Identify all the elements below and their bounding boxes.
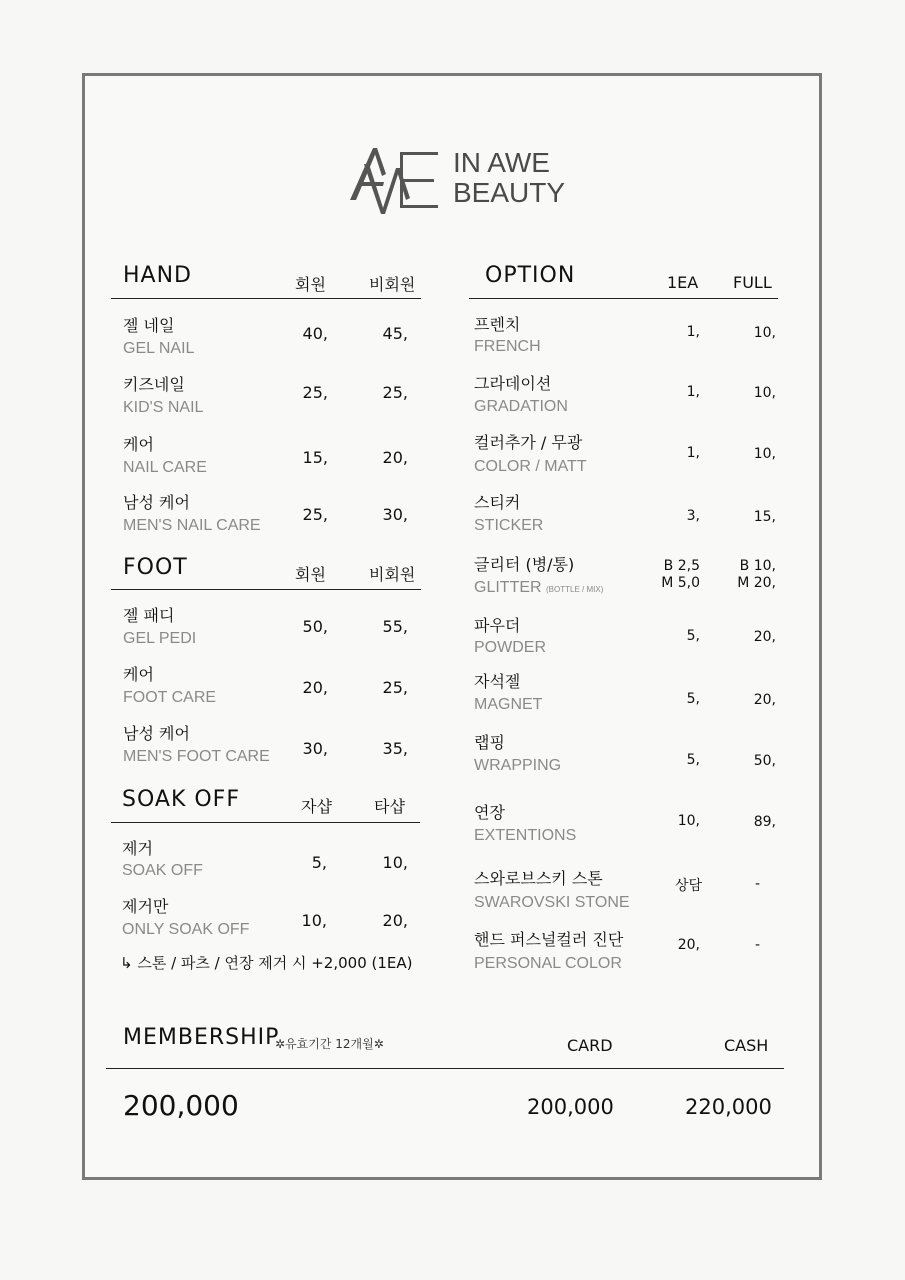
hand-item-nonmember-price: 30, [382, 505, 408, 524]
hand-item-nonmember-price: 20, [382, 448, 408, 467]
foot-rule [111, 589, 421, 590]
foot-item-member-price: 30, [302, 739, 328, 758]
foot-item-kr: 케어 [123, 665, 154, 684]
option-item-1ea-price: 20, [677, 937, 700, 953]
option-item-en [474, 579, 603, 597]
foot-col-member: 회원 [295, 565, 326, 584]
option-item-full-price: 10, [753, 325, 776, 341]
hand-item-kr: 젤 네일 [123, 316, 175, 335]
option-item-full-price: 89, [753, 814, 776, 830]
option-item-kr: 스티커 [474, 493, 521, 512]
hand-item-member-price: 40, [302, 324, 328, 343]
option-item-full-price-bottle: B 10, [739, 558, 776, 574]
soak-item-kr: 제거만 [122, 897, 169, 916]
option-item-1ea-price: 5, [686, 752, 700, 768]
option-item-kr: 컬러추가 / 무광 [474, 433, 583, 452]
foot-item-nonmember-price: 55, [382, 617, 408, 636]
option-item-en-main: GLITTER [474, 579, 542, 596]
hand-item-en: GEL NAIL [123, 340, 195, 357]
option-item-1ea-price: 상담 [675, 878, 703, 894]
soak-note: ↳ 스톤 / 파츠 / 연장 제거 시 +2,000 (1EA) [120, 954, 413, 972]
option-item-kr: 파우더 [474, 616, 521, 635]
option-item-en: COLOR / MATT [474, 458, 587, 475]
option-col-full: FULL [733, 273, 772, 292]
hand-item-member-price: 25, [302, 383, 328, 402]
option-item-en: STICKER [474, 517, 544, 534]
option-item-1ea-price: 5, [686, 628, 700, 644]
foot-item-member-price: 20, [302, 678, 328, 697]
hand-col-nonmember: 비회원 [369, 275, 416, 294]
soak-item-own-price: 5, [311, 853, 327, 872]
option-item-full-price: 50, [753, 753, 776, 769]
option-item-1ea-price: 10, [677, 813, 700, 829]
option-item-1ea-price: 5, [686, 691, 700, 707]
menu-frame [82, 73, 822, 1180]
option-item-full-price-mix: M 20, [737, 575, 776, 591]
membership-title: MEMBERSHIP [123, 1025, 280, 1050]
hand-rule [111, 298, 421, 299]
soak-item-en: SOAK OFF [122, 862, 203, 879]
option-item-full-price: 20, [753, 629, 776, 645]
membership-rule [106, 1068, 784, 1069]
option-item-full-price: 10, [753, 446, 776, 462]
soak-item-own-price: 10, [301, 911, 327, 930]
option-title: OPTION [485, 263, 576, 288]
hand-item-en: NAIL CARE [123, 459, 207, 476]
membership-cash-price: 220,000 [685, 1095, 772, 1119]
option-item-full-price: 20, [753, 692, 776, 708]
option-item-kr: 글리터 (병/통) [474, 555, 575, 574]
membership-amount: 200,000 [123, 1089, 239, 1122]
option-item-1ea-price: 3, [686, 508, 700, 524]
option-item-kr: 스와로브스키 스톤 [474, 869, 603, 888]
foot-item-nonmember-price: 35, [382, 739, 408, 758]
hand-item-en: KID'S NAIL [123, 399, 204, 416]
option-item-en: EXTENTIONS [474, 827, 577, 844]
option-item-en: GRADATION [474, 398, 568, 415]
hand-item-kr: 남성 케어 [123, 493, 190, 512]
option-item-kr: 프렌치 [474, 315, 521, 334]
option-item-kr: 연장 [474, 803, 505, 822]
option-col-1ea: 1EA [667, 273, 699, 292]
option-item-1ea-price-mix: M 5,0 [661, 575, 700, 591]
foot-title: FOOT [123, 555, 188, 580]
option-item-full-price: 10, [753, 385, 776, 401]
soak-col-own-shop: 자샵 [301, 797, 332, 816]
hand-item-kr: 케어 [123, 435, 154, 454]
membership-card-price: 200,000 [527, 1095, 614, 1119]
option-item-kr: 랩핑 [474, 733, 505, 752]
option-item-full-price: 15, [753, 509, 776, 525]
option-item-en: MAGNET [474, 696, 543, 713]
option-item-kr: 핸드 퍼스널컬러 진단 [474, 930, 624, 949]
brand-logo-icon [350, 146, 440, 216]
option-item-1ea-price: 1, [686, 445, 700, 461]
hand-item-kr: 키즈네일 [123, 375, 185, 394]
foot-item-en: MEN'S FOOT CARE [123, 748, 270, 765]
hand-item-en: MEN'S NAIL CARE [123, 517, 261, 534]
soak-item-kr: 제거 [122, 839, 153, 858]
option-item-en: PERSONAL COLOR [474, 955, 622, 972]
hand-item-member-price: 15, [302, 448, 328, 467]
hand-item-nonmember-price: 45, [382, 324, 408, 343]
option-item-en-sub: (BOTTLE / MIX) [546, 585, 604, 594]
option-rule [469, 298, 778, 299]
brand-line-2: BEAUTY [453, 177, 566, 208]
foot-col-nonmember: 비회원 [369, 565, 416, 584]
soak-item-other-price: 10, [382, 853, 408, 872]
soak-item-other-price: 20, [382, 911, 408, 930]
soak-rule [111, 822, 420, 823]
foot-item-en: FOOT CARE [123, 689, 217, 706]
membership-validity: ✲유효기간 12개월✲ [275, 1037, 384, 1051]
option-item-full-price: - [755, 937, 761, 953]
option-item-kr: 그라데이션 [474, 374, 552, 393]
option-item-1ea-price-bottle: B 2,5 [663, 558, 700, 574]
membership-card-label: CARD [567, 1036, 613, 1055]
option-item-kr: 자석젤 [474, 672, 521, 691]
option-item-1ea-price: 1, [686, 324, 700, 340]
soak-col-other-shop: 타샵 [374, 797, 405, 816]
foot-item-en: GEL PEDI [123, 630, 197, 647]
brand-line-1: IN AWE [453, 147, 550, 178]
soak-title: SOAK OFF [122, 787, 240, 812]
membership-cash-label: CASH [724, 1036, 769, 1055]
option-item-en: SWAROVSKI STONE [474, 894, 630, 911]
option-item-en: FRENCH [474, 338, 541, 355]
hand-item-nonmember-price: 25, [382, 383, 408, 402]
foot-item-nonmember-price: 25, [382, 678, 408, 697]
option-item-en: POWDER [474, 639, 546, 656]
foot-item-kr: 남성 케어 [123, 724, 190, 743]
foot-item-kr: 젤 패디 [123, 606, 175, 625]
hand-item-member-price: 25, [302, 505, 328, 524]
option-item-full-price: - [755, 876, 761, 892]
option-item-en: WRAPPING [474, 757, 562, 774]
hand-col-member: 회원 [295, 275, 326, 294]
hand-title: HAND [123, 263, 192, 288]
soak-item-en: ONLY SOAK OFF [122, 921, 250, 938]
option-item-1ea-price: 1, [686, 384, 700, 400]
foot-item-member-price: 50, [302, 617, 328, 636]
